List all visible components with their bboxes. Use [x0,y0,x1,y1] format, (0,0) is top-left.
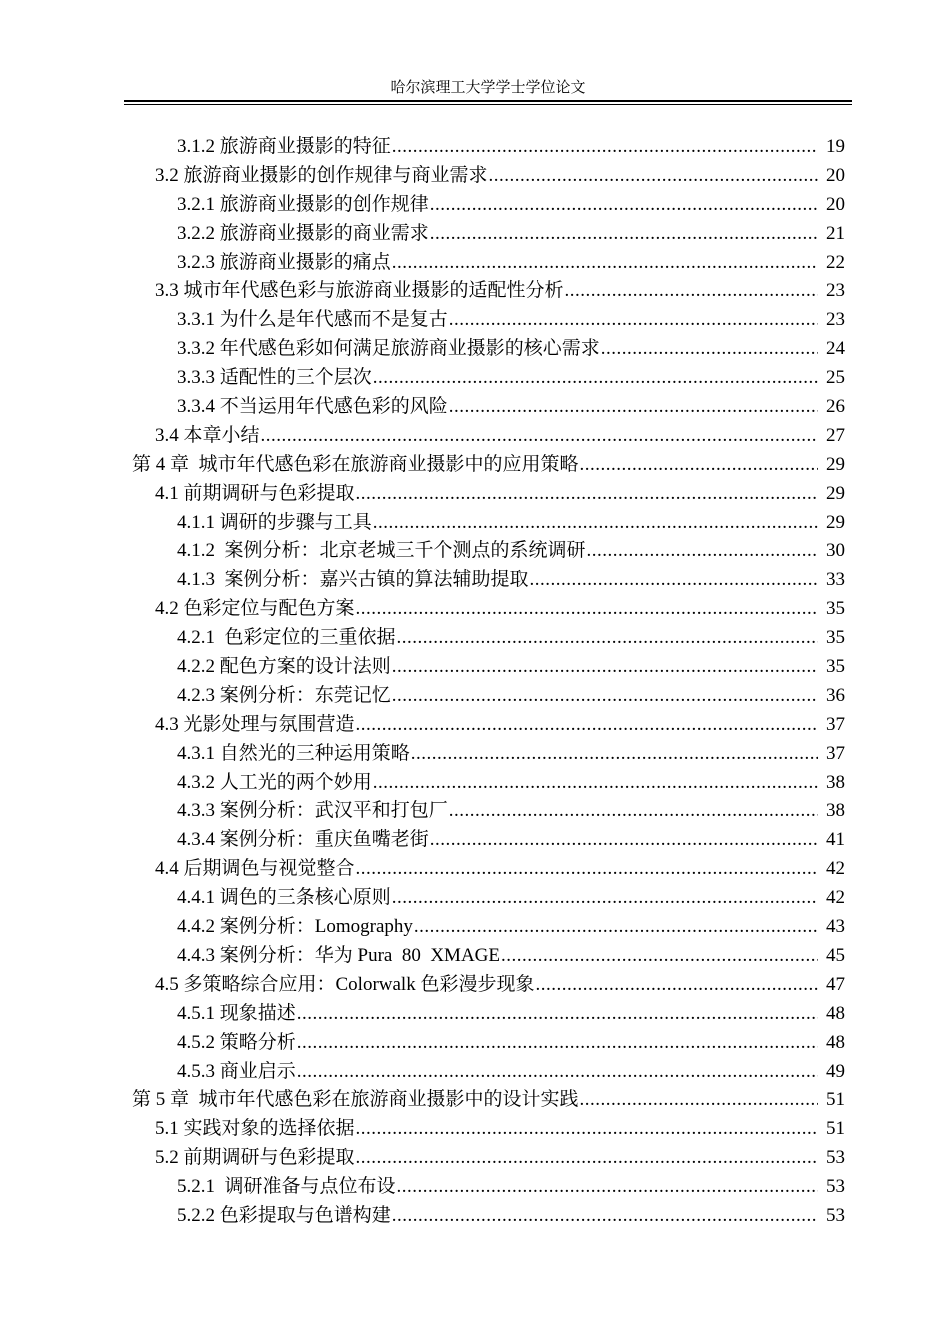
toc-entry-label: 4.3 光影处理与氛围营造 [155,713,355,735]
toc-page-number: 29 [826,511,845,533]
toc-entry[interactable] [0,711,950,740]
toc-entry-label: 4.3.4 案例分析：重庆鱼嘴老街 [177,829,429,851]
toc-entry-label: 5.2.1 调研准备与点位布设 [177,1176,396,1198]
toc-dot-leader [356,595,818,624]
toc-entry[interactable] [0,769,950,798]
toc-entry-label: 4.3.2 人工光的两个妙用 [177,771,372,793]
toc-dot-leader [373,769,818,798]
toc-entry-label: 3.4 本章小结 [155,424,260,446]
toc-page-number: 49 [826,1060,845,1082]
toc-entry[interactable] [0,509,950,538]
toc-entry[interactable] [0,913,950,942]
toc-entry-label: 3.3.4 不当运用年代感色彩的风险 [177,396,448,418]
toc-dot-leader [392,884,818,913]
toc-entry[interactable] [0,277,950,306]
toc-entry[interactable] [0,249,950,278]
toc-dot-leader [587,537,818,566]
toc-page-number: 23 [826,309,845,331]
toc-entry-label: 4.3.1 自然光的三种运用策略 [177,742,410,764]
toc-entry[interactable] [0,1058,950,1087]
toc-entry[interactable] [0,826,950,855]
toc-dot-leader [373,364,818,393]
toc-dot-leader [449,306,818,335]
toc-dot-leader [530,566,818,595]
toc-entry-label: 3.2.2 旅游商业摄影的商业需求 [177,222,429,244]
toc-entry[interactable] [0,566,950,595]
toc-entry-label: 第 4 章 城市年代感色彩在旅游商业摄影中的应用策略 [132,453,579,475]
toc-entry[interactable] [0,971,950,1000]
toc-page-number: 23 [826,280,845,302]
toc-entry[interactable] [0,1173,950,1202]
toc-entry[interactable] [0,624,950,653]
toc-dot-leader [411,740,818,769]
toc-page-number: 51 [826,1089,845,1111]
toc-entry[interactable] [0,682,950,711]
toc-entry[interactable] [0,162,950,191]
toc-entry[interactable] [0,595,950,624]
toc-page-number: 29 [826,482,845,504]
toc-entry-label: 5.2.2 色彩提取与色谱构建 [177,1204,391,1226]
toc-entry[interactable] [0,884,950,913]
toc-entry[interactable] [0,1202,950,1231]
toc-dot-leader [565,277,818,306]
toc-entry-label: 4.2 色彩定位与配色方案 [155,598,355,620]
toc-page-number: 51 [826,1118,845,1140]
toc-entry-label: 4.4.1 调色的三条核心原则 [177,887,391,909]
toc-entry[interactable] [0,855,950,884]
running-header: 哈尔滨理工大学学士学位论文 [390,80,586,96]
toc-dot-leader [397,624,818,653]
toc-entry-label: 4.3.3 案例分析：武汉平和打包厂 [177,800,448,822]
toc-entry-label: 4.4 后期调色与视觉整合 [155,858,355,880]
toc-page-number: 53 [826,1204,845,1226]
header-rule-thin [124,104,852,105]
toc-dot-leader [392,653,818,682]
toc-entry-label: 3.1.2 旅游商业摄影的特征 [177,136,391,157]
toc-page-number: 53 [826,1176,845,1198]
toc-entry-label: 4.1.1 调研的步骤与工具 [177,511,372,533]
toc-dot-leader [356,855,818,884]
toc-page-number: 38 [826,800,845,822]
toc-entry-label: 4.2.2 配色方案的设计法则 [177,656,391,678]
toc-dot-leader [297,1029,818,1058]
toc-page-number: 48 [826,1002,845,1024]
toc-entry[interactable] [0,942,950,971]
toc-entry[interactable] [0,1029,950,1058]
toc-entry[interactable] [0,480,950,509]
toc-dot-leader [297,1058,818,1087]
toc-dot-leader [489,162,818,191]
toc-dot-leader [392,682,818,711]
toc-page-number: 20 [826,193,845,215]
toc-entry-label: 3.2.3 旅游商业摄影的痛点 [177,251,391,273]
toc-page-number: 30 [826,540,845,562]
toc-page-number: 27 [826,424,845,446]
header-rule-thick [124,100,852,102]
toc-page-number: 21 [826,222,845,244]
toc-page-number: 41 [826,829,845,851]
toc-entry[interactable] [0,364,950,393]
toc-dot-leader [414,913,818,942]
toc-entry[interactable] [0,1115,950,1144]
toc-page-number: 29 [826,453,845,475]
toc-dot-leader [356,1144,818,1173]
toc-entry[interactable] [0,393,950,422]
toc-dot-leader [392,249,818,278]
toc-page-number: 42 [826,858,845,880]
toc-page-number: 22 [826,251,845,273]
toc-entry-label: 3.3.2 年代感色彩如何满足旅游商业摄影的核心需求 [177,338,600,360]
toc-dot-leader [580,1086,818,1115]
toc-page-number: 43 [826,916,845,938]
toc-dot-leader [356,480,818,509]
toc-page-number: 25 [826,367,845,389]
toc-entry[interactable] [0,220,950,249]
toc-page-number: 47 [826,973,845,995]
toc-page-number: 35 [826,598,845,620]
toc-entry-label: 4.1 前期调研与色彩提取 [155,482,355,504]
toc-entry[interactable] [0,335,950,364]
toc-entry-label: 第 5 章 城市年代感色彩在旅游商业摄影中的设计实践 [132,1089,579,1111]
toc-entry-label: 4.2.1 色彩定位的三重依据 [177,627,396,649]
toc-page-number: 38 [826,771,845,793]
toc-entry[interactable] [0,653,950,682]
toc-entry-label: 3.2 旅游商业摄影的创作规律与商业需求 [155,164,488,186]
toc-dot-leader [430,191,818,220]
table-of-contents [0,133,950,1231]
toc-page-number: 42 [826,887,845,909]
toc-entry[interactable] [0,1086,950,1115]
toc-dot-leader [580,451,818,480]
toc-entry-label: 3.3.1 为什么是年代感而不是复古 [177,309,448,331]
toc-page-number: 35 [826,656,845,678]
toc-page-number: 36 [826,684,845,706]
toc-entry[interactable] [0,537,950,566]
toc-dot-leader [297,1000,818,1029]
toc-entry-label: 4.4.3 案例分析：华为 Pura 80 XMAGE [177,944,500,966]
toc-entry-label: 5.1 实践对象的选择依据 [155,1118,355,1140]
toc-dot-leader [501,942,818,971]
toc-entry[interactable] [0,191,950,220]
toc-entry-label: 4.4.2 案例分析：Lomography [177,916,413,938]
toc-page-number: 48 [826,1031,845,1053]
toc-entry-label: 4.5.1 现象描述 [177,1002,296,1024]
toc-entry-label: 4.5.3 商业启示 [177,1060,296,1082]
toc-entry-label: 5.2 前期调研与色彩提取 [155,1147,355,1169]
toc-entry-label: 3.2.1 旅游商业摄影的创作规律 [177,193,429,215]
toc-page-number: 24 [826,338,845,360]
toc-dot-leader [392,1202,818,1231]
toc-entry-label: 4.1.2 案例分析：北京老城三千个测点的系统调研 [177,540,586,562]
toc-page-number: 37 [826,713,845,735]
toc-entry-label: 3.3.3 适配性的三个层次 [177,367,372,389]
toc-entry-label: 4.5 多策略综合应用：Colorwalk 色彩漫步现象 [155,973,535,995]
toc-page-number: 35 [826,627,845,649]
toc-dot-leader [356,711,818,740]
toc-entry[interactable] [0,797,950,826]
toc-dot-leader [430,220,818,249]
toc-page-number: 53 [826,1147,845,1169]
toc-page-number: 26 [826,396,845,418]
toc-page-number: 37 [826,742,845,764]
toc-entry-label: 4.1.3 案例分析：嘉兴古镇的算法辅助提取 [177,569,529,591]
toc-entry[interactable] [0,1144,950,1173]
toc-entry[interactable] [0,133,950,162]
toc-entry[interactable] [0,1000,950,1029]
toc-entry[interactable] [0,422,950,451]
toc-page-number: 19 [826,136,845,157]
toc-dot-leader [535,971,818,1000]
toc-dot-leader [601,335,818,364]
toc-page-number: 20 [826,164,845,186]
toc-dot-leader [373,509,818,538]
toc-page-number: 45 [826,944,845,966]
toc-page-number: 33 [826,569,845,591]
toc-dot-leader [449,393,818,422]
toc-entry-label: 4.5.2 策略分析 [177,1031,296,1053]
toc-entry-label: 4.2.3 案例分析：东莞记忆 [177,684,391,706]
toc-entry[interactable] [0,451,950,480]
toc-dot-leader [397,1173,818,1202]
toc-entry-label: 3.3 城市年代感色彩与旅游商业摄影的适配性分析 [155,280,564,302]
toc-dot-leader [449,797,818,826]
toc-dot-leader [356,1115,818,1144]
toc-entry[interactable] [0,306,950,335]
toc-entry[interactable] [0,740,950,769]
toc-dot-leader [261,422,818,451]
toc-dot-leader [392,133,818,162]
toc-dot-leader [430,826,818,855]
